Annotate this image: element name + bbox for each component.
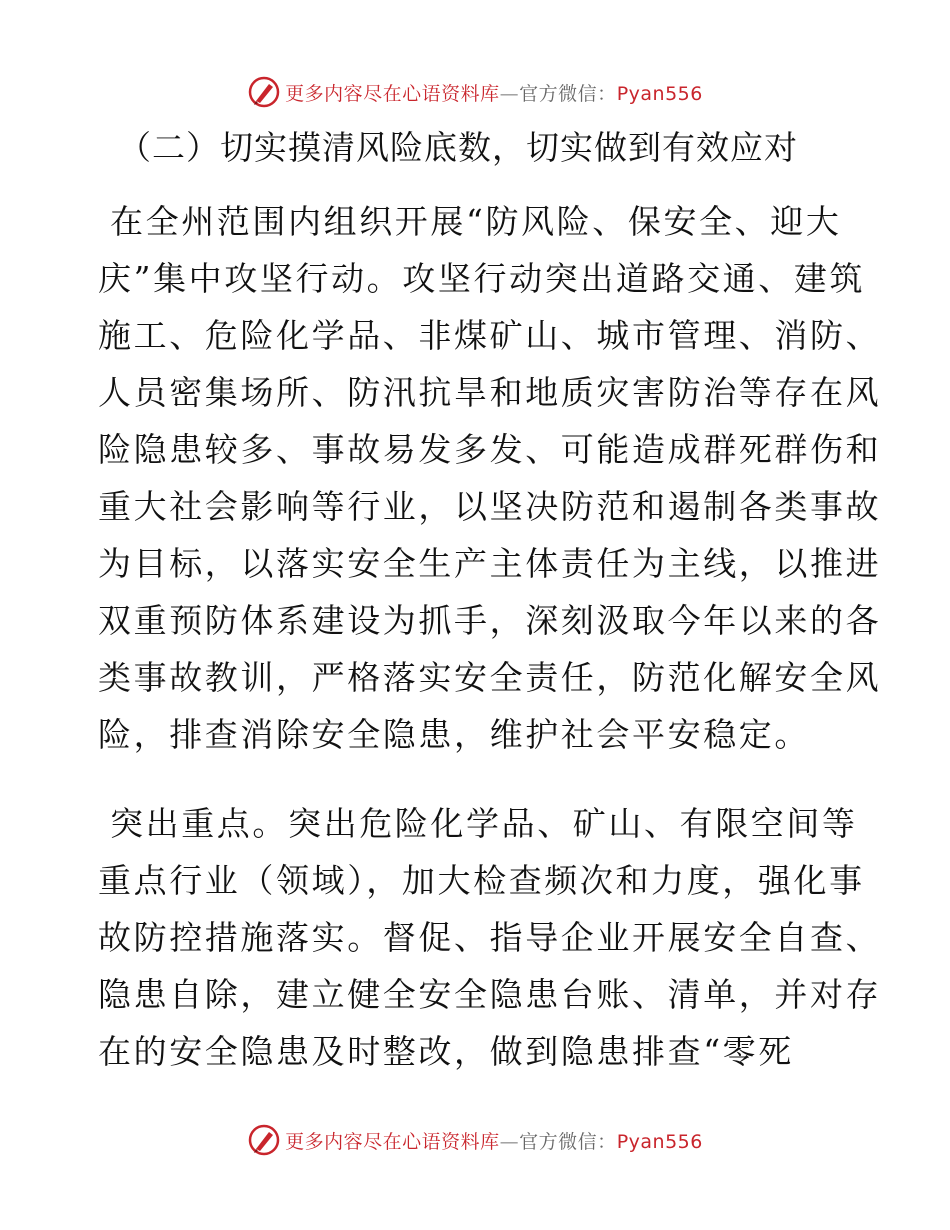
watermark-text [285, 79, 703, 106]
paragraph-line: 人员密集场所、防汛抗旱和地质灾害防治等存在风 [98, 373, 882, 412]
paragraph-line: 故防控措施落实。督促、指导企业开展安全自查、 [98, 918, 882, 957]
watermark-wechat-id: Pyan556 [616, 1130, 703, 1153]
watermark-wechat-label: 官方微信： [519, 82, 617, 105]
paragraph-line: 突出重点。突出危险化学品、矿山、有限空间等 [110, 804, 858, 843]
watermark-text [285, 1127, 703, 1154]
paragraph-line: 为目标，以落实安全生产主体责任为主线，以推进 [98, 544, 882, 583]
footer-watermark-banner [0, 1120, 950, 1160]
watermark-separator: — [499, 1130, 520, 1153]
paragraph-line: 在的安全隐患及时整改，做到隐患排查“零死 [98, 1032, 794, 1071]
paragraph-line: 施工、危险化学品、非煤矿山、城市管理、消防、 [98, 316, 882, 355]
watermark-wechat-label: 官方微信： [519, 1130, 617, 1153]
watermark-brand: 更多内容尽在心语资料库 [285, 82, 500, 105]
paragraph-line: 在全州范围内组织开展“防风险、保安全、迎大 [110, 202, 842, 241]
paragraph-line: 隐患自除，建立健全安全隐患台账、清单，并对存 [98, 975, 882, 1014]
header-watermark-banner [0, 72, 950, 112]
quill-pen-icon [247, 1123, 281, 1157]
paragraph-line: 重点行业（领域），加大检查频次和力度，强化事 [98, 861, 865, 900]
paragraph-1 [98, 193, 882, 763]
watermark-wechat-id: Pyan556 [616, 82, 703, 105]
watermark-brand: 更多内容尽在心语资料库 [285, 1130, 500, 1153]
paragraph-line: 险，排查消除安全隐患，维护社会平安稳定。 [98, 715, 810, 754]
section-heading: （二）切实摸清风险底数，切实做到有效应对 [118, 128, 798, 167]
quill-pen-icon [247, 75, 281, 109]
paragraph-2 [98, 795, 882, 1080]
paragraph-line: 重大社会影响等行业，以坚决防范和遏制各类事故 [98, 487, 882, 526]
paragraph-line: 双重预防体系建设为抓手，深刻汲取今年以来的各 [98, 601, 882, 640]
paragraph-line: 险隐患较多、事故易发多发、可能造成群死群伤和 [98, 430, 882, 469]
paragraph-line: 庆”集中攻坚行动。攻坚行动突出道路交通、建筑 [98, 259, 866, 298]
paragraph-line: 类事故教训，严格落实安全责任，防范化解安全风 [98, 658, 882, 697]
watermark-separator: — [499, 82, 520, 105]
